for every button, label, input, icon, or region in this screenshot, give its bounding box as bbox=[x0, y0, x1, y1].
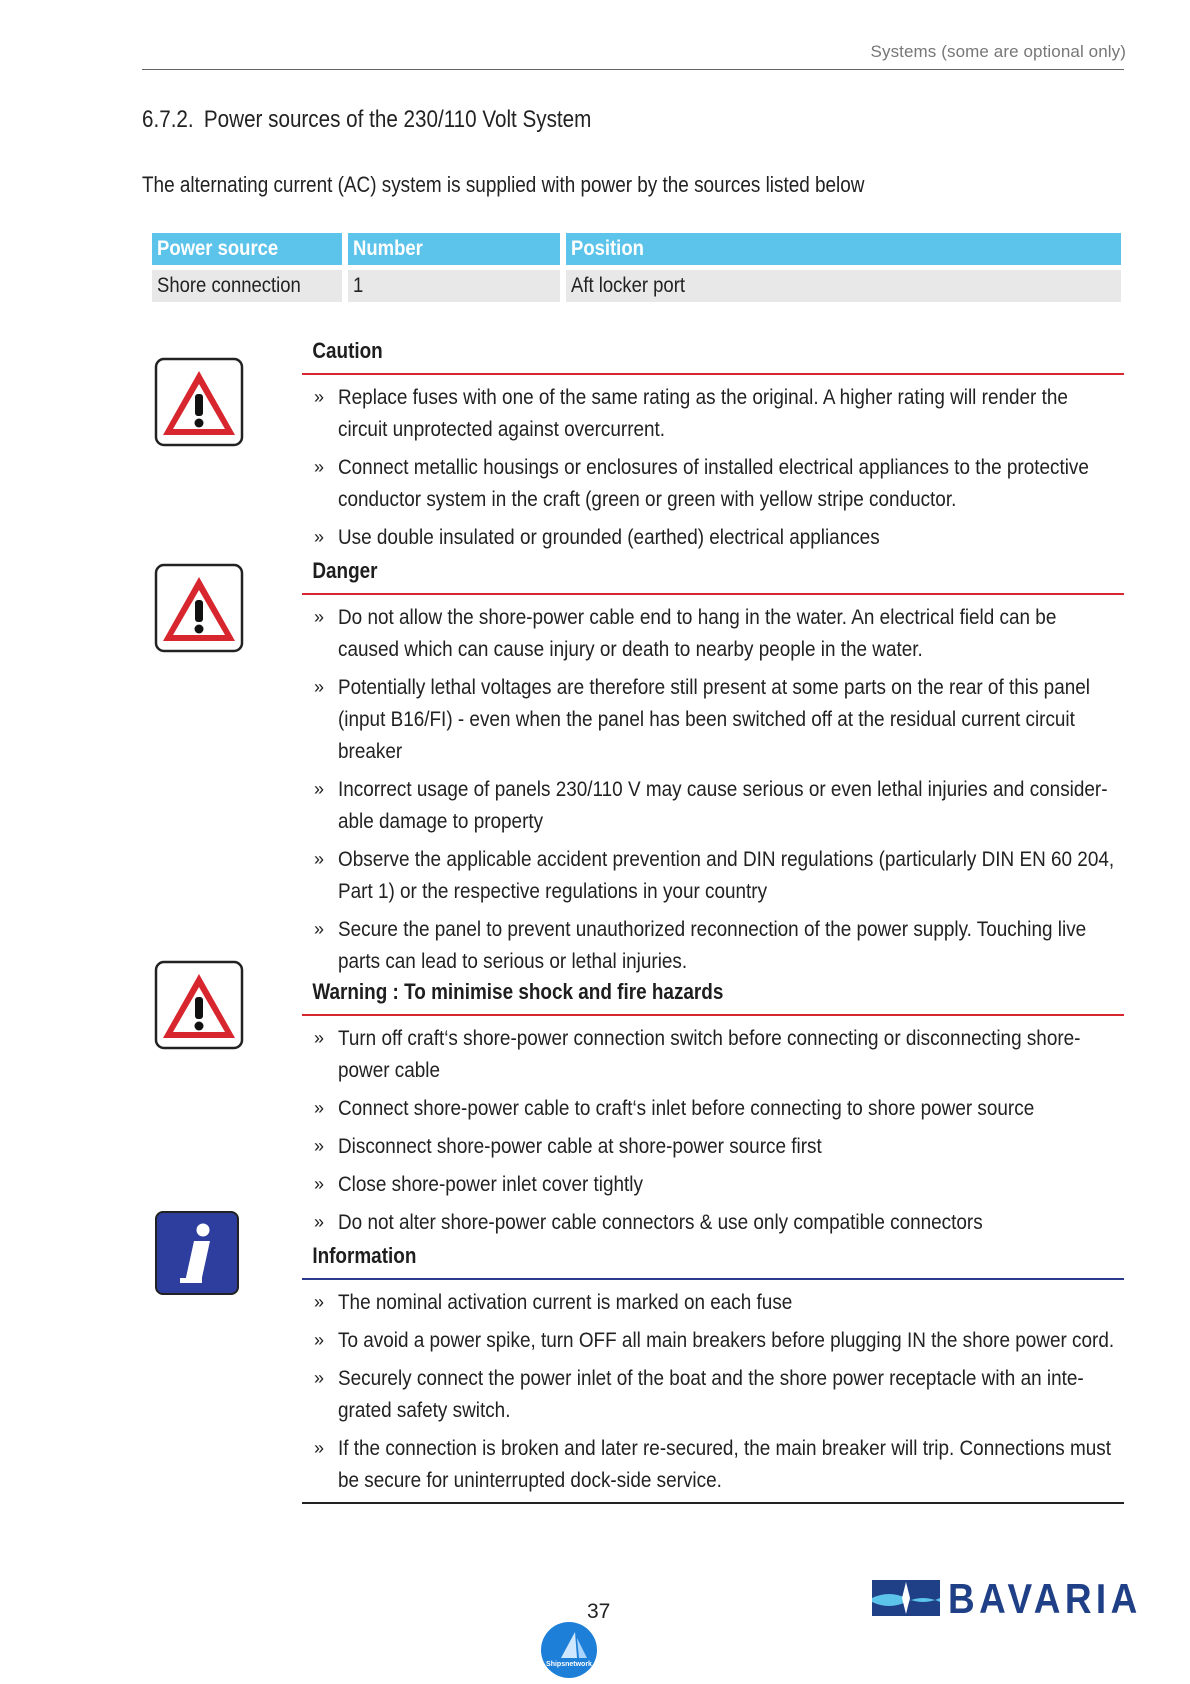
warning-triangle-icon bbox=[154, 960, 244, 1050]
list-item: » Secure the panel to prevent unauthorized reconnection of the power supply. Touching live parts can lead to serious or lethal injuries. bbox=[314, 917, 1087, 973]
list-item: » Turn off craft‘s shore-power connection switch before connecting or disconnecting shore-power cable bbox=[314, 1026, 1081, 1082]
table-cell: Aft locker port bbox=[566, 270, 1121, 302]
caution-title: Caution bbox=[312, 338, 383, 363]
list-item: » Potentially lethal voltages are therefore still present at some parts on the rear of this panel (input B16/FI) - even when the panel has been switched off at the residual current circuit breaker bbox=[314, 675, 1090, 763]
header-divider bbox=[142, 69, 1124, 70]
information-title: Information bbox=[312, 1243, 417, 1268]
information-icon bbox=[154, 1210, 240, 1296]
caution-notice bbox=[302, 335, 1124, 559]
warning-list bbox=[302, 1016, 1124, 1238]
table-header-cell: Power source bbox=[152, 233, 342, 265]
watermark-label: Shipsnetwork bbox=[546, 1661, 592, 1668]
section-title-text: Power sources of the 230/110 Volt System bbox=[203, 106, 592, 133]
list-item: » Close shore-power inlet cover tightly bbox=[314, 1172, 643, 1196]
table-row bbox=[152, 270, 1121, 302]
danger-notice bbox=[302, 555, 1124, 983]
list-item: » Do not allow the shore-power cable end to hang in the water. An electrical field can be caused which can cause injury or death to nearby people in the water. bbox=[314, 605, 1057, 661]
danger-title: Danger bbox=[312, 558, 378, 583]
list-item: » Incorrect usage of panels 230/110 V may cause serious or even lethal injuries and consider-able damage to property bbox=[314, 777, 1108, 833]
table-header-row bbox=[152, 233, 1121, 265]
table-header-cell: Number bbox=[348, 233, 560, 265]
list-item: » The nominal activation current is marked on each fuse bbox=[314, 1290, 793, 1314]
list-item: » Replace fuses with one of the same rating as the original. A higher rating will render the circuit unprotected against overcurrent. bbox=[314, 385, 1068, 441]
warning-title: Warning : To minimise shock and fire hazards bbox=[312, 979, 724, 1004]
running-header: Systems (some are optional only) bbox=[870, 42, 1126, 61]
list-item: » Use double insulated or grounded (earthed) electrical appliances bbox=[314, 525, 880, 549]
page-number: 37 bbox=[587, 1600, 611, 1623]
information-notice bbox=[302, 1240, 1124, 1504]
list-item: » Do not alter shore-power cable connectors & use only compatible connectors bbox=[314, 1210, 983, 1234]
information-bottom-divider bbox=[302, 1502, 1124, 1504]
information-list bbox=[302, 1280, 1124, 1496]
list-item: » Securely connect the power inlet of the boat and the shore power receptacle with an inte-grated safety switch. bbox=[314, 1366, 1084, 1422]
table-cell: 1 bbox=[348, 270, 560, 302]
danger-warning-triangle-icon bbox=[154, 563, 244, 653]
list-item: » Observe the applicable accident prevention and DIN regulations (particularly DIN EN 60 204, Part 1) or the respective regulations in your country bbox=[314, 847, 1115, 903]
danger-list bbox=[302, 595, 1124, 977]
section-number: 6.7.2. bbox=[142, 106, 194, 133]
list-item: » If the connection is broken and later re-secured, the main breaker will trip. Connections must be secure for uninterrupted dock-side service. bbox=[314, 1436, 1111, 1492]
brand-name: BAVARIA bbox=[948, 1575, 1142, 1622]
caution-list bbox=[302, 375, 1124, 553]
list-item: » Connect metallic housings or enclosures of installed electrical appliances to the protective conductor system in the craft (green or green with yellow stripe conductor. bbox=[314, 455, 1089, 511]
list-item: » Connect shore-power cable to craft‘s inlet before connecting to shore power source bbox=[314, 1096, 1035, 1120]
power-source-table bbox=[146, 228, 1127, 307]
caution-warning-triangle-icon bbox=[154, 357, 244, 447]
shipsnetwork-watermark-icon bbox=[539, 1620, 599, 1680]
table-cell: Shore connection bbox=[152, 270, 342, 302]
intro-paragraph: The alternating current (AC) system is supplied with power by the sources listed below bbox=[142, 172, 865, 197]
warning-notice bbox=[302, 976, 1124, 1244]
section-title bbox=[142, 106, 591, 134]
list-item: » Disconnect shore-power cable at shore-power source first bbox=[314, 1134, 822, 1158]
table-header-cell: Position bbox=[566, 233, 1121, 265]
list-item: » To avoid a power spike, turn OFF all main breakers before plugging IN the shore power cord. bbox=[314, 1328, 1115, 1352]
